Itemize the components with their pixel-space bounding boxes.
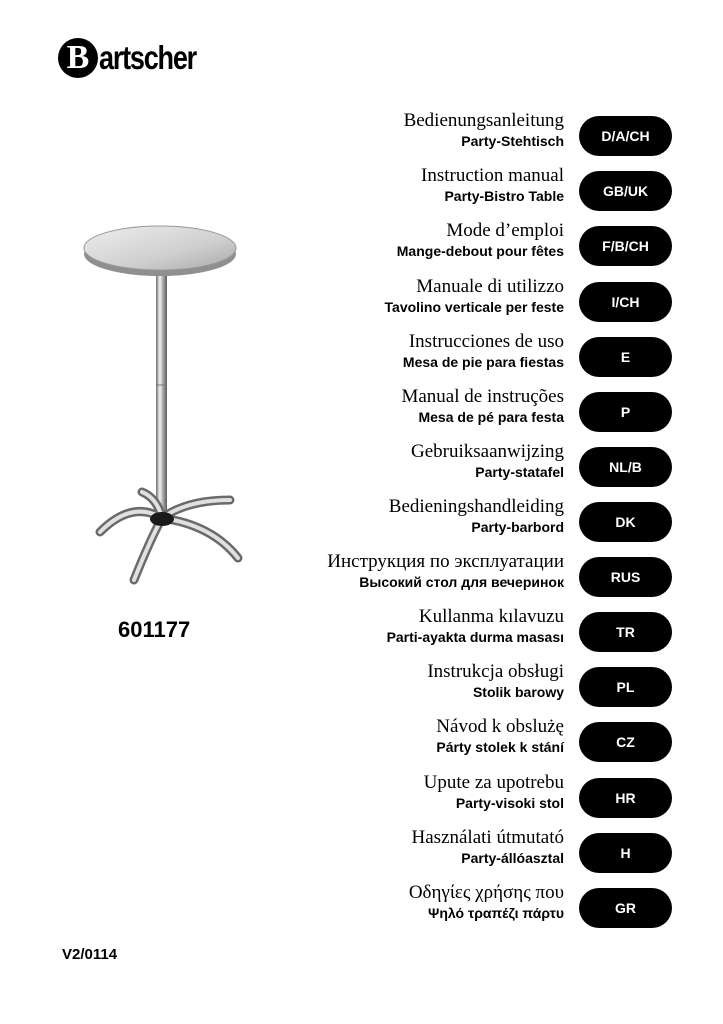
- language-code-badge: D/A/CH: [579, 116, 672, 156]
- manual-title: Upute za upotrebu: [423, 772, 564, 793]
- logo-text: artscher: [99, 39, 196, 76]
- language-code-badge: DK: [579, 502, 672, 542]
- language-entry: [280, 110, 672, 160]
- language-code-badge: P: [579, 392, 672, 432]
- language-entry: [280, 276, 672, 326]
- language-text: [421, 165, 564, 205]
- manual-title: Инструкция по эксплуатации: [327, 551, 564, 572]
- product-name: Party-Stehtisch: [461, 133, 564, 149]
- language-entry: [280, 882, 672, 932]
- language-text: [401, 386, 564, 426]
- manual-title: Návod k obslużę: [436, 716, 564, 737]
- bartscher-logo: [58, 36, 217, 80]
- product-name: Stolik barowy: [472, 684, 564, 700]
- language-text: [387, 606, 564, 646]
- logo-initial: B: [58, 38, 98, 78]
- language-entry: [280, 716, 672, 766]
- language-text: [385, 276, 564, 316]
- product-name: Высокий стол для вечеринок: [359, 574, 564, 590]
- manual-title: Instruction manual: [421, 165, 564, 186]
- language-entry: [280, 661, 672, 711]
- manual-title: Manuale di utilizzo: [416, 276, 564, 297]
- manual-title: Instrucciones de uso: [408, 331, 564, 352]
- language-entry: [280, 606, 672, 656]
- product-name: Mesa de pé para festa: [418, 409, 564, 425]
- language-entry: [280, 496, 672, 546]
- language-code-badge: GR: [579, 888, 672, 928]
- language-entry: [280, 441, 672, 491]
- product-name: Ψηλό τραπέζι πάρτυ: [428, 905, 564, 921]
- language-text: [409, 882, 564, 922]
- model-number: 601177: [118, 617, 191, 642]
- manual-title: Kullanma kılavuzu: [418, 606, 564, 627]
- language-code-badge: F/B/CH: [579, 226, 672, 266]
- language-text: [412, 827, 564, 867]
- product-name: Párty stolek k stání: [436, 739, 564, 755]
- language-code-badge: I/CH: [579, 282, 672, 322]
- language-text: [424, 772, 564, 812]
- language-entry: [280, 827, 672, 877]
- language-code-badge: CZ: [579, 722, 672, 762]
- language-entry: [280, 165, 672, 215]
- manual-title: Bedieningshandleiding: [388, 496, 564, 517]
- language-entry: [280, 551, 672, 601]
- language-code-badge: HR: [579, 778, 672, 818]
- manual-title: Manual de instruções: [401, 386, 564, 407]
- table-product-image: [62, 210, 262, 590]
- language-code-badge: H: [579, 833, 672, 873]
- language-entry: [280, 331, 672, 381]
- product-name: Tavolino verticale per feste: [384, 299, 564, 315]
- language-code-badge: GB/UK: [579, 171, 672, 211]
- language-entry: [280, 386, 672, 436]
- document-version: V2/0114: [62, 946, 118, 963]
- language-code-badge: E: [579, 337, 672, 377]
- product-name: Party-barbord: [471, 519, 564, 535]
- product-name: Party-Bistro Table: [444, 188, 564, 204]
- language-code-badge: NL/B: [579, 447, 672, 487]
- manual-title: Οδηγίες χρήσης που: [408, 882, 564, 903]
- manual-title: Instrukcja obsługi: [427, 661, 564, 682]
- language-text: [427, 661, 564, 701]
- language-entry: [280, 220, 672, 270]
- manual-title: Használati útmutató: [411, 827, 564, 848]
- language-text: [389, 496, 564, 536]
- language-text: [397, 220, 564, 260]
- language-text: [404, 110, 564, 150]
- language-text: [411, 441, 564, 481]
- language-text: [327, 551, 564, 591]
- language-text: [403, 331, 564, 371]
- product-name: Party-statafel: [475, 464, 564, 480]
- product-name: Parti-ayakta durma masası: [386, 629, 564, 645]
- product-name: Mange-debout pour fêtes: [396, 243, 564, 259]
- product-name: Party-állóasztal: [461, 850, 564, 866]
- manual-title: Bedienungsanleitung: [403, 110, 564, 131]
- language-code-badge: PL: [579, 667, 672, 707]
- language-text: [436, 716, 564, 756]
- language-code-badge: TR: [579, 612, 672, 652]
- manual-title: Mode d’emploi: [446, 220, 564, 241]
- language-code-badge: RUS: [579, 557, 672, 597]
- language-entry: [280, 772, 672, 822]
- product-name: Mesa de pie para fiestas: [402, 354, 564, 370]
- manual-title: Gebruiksaanwijzing: [410, 441, 564, 462]
- product-name: Party-visoki stol: [455, 795, 564, 811]
